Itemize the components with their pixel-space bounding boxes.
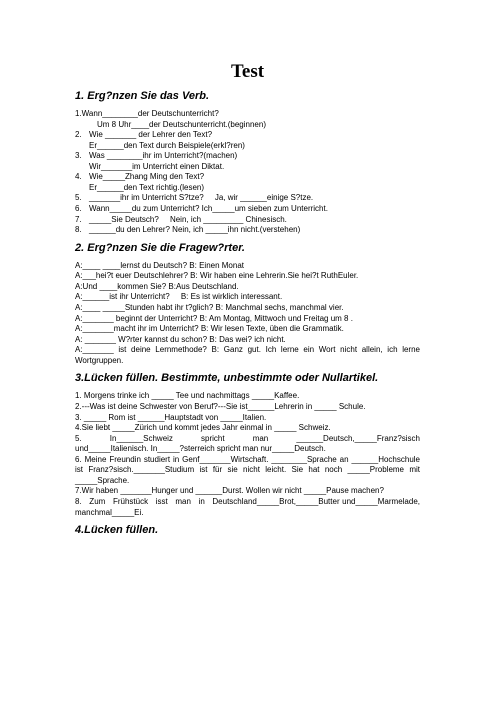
section-heading: 3.Lücken füllen. Bestimmte, unbestimmte oder Nullartikel. xyxy=(75,372,379,385)
exercise-line: A:_______ beginnt der Unterricht? B: Am Montag, Mittwoch und Freitag um 8 . xyxy=(75,313,353,323)
exercise-line: A:____ _____Stunden habt ihr t?glich? B: Manchmal sechs, manchmal vier. xyxy=(75,303,344,313)
item-text: Wie_____Zhang Ming den Text? xyxy=(89,172,205,182)
exercise-line: 8. Zum Frühstück isst man in Deutschland_____Brot,_____Butter und_____Marmelade, manchmal_____Ei. xyxy=(75,496,423,517)
item-text: _______ihr im Unterricht S?tze? Ja, wir ______einige S?tze. xyxy=(89,193,314,203)
exercise-line: A: _______ W?rter kannst du schon? B: Das wei? ich nicht. xyxy=(75,334,286,344)
exercise-line: A:______ist ihr Unterricht? B: Es ist wirklich interessant. xyxy=(75,292,283,302)
exercise-line: 1.Wann________der Deutschunterricht? xyxy=(75,109,219,119)
item-number: 7. xyxy=(75,214,82,224)
page-title: Test xyxy=(230,61,265,82)
exercise-line: Um 8 Uhr____der Deutschunterricht.(beginnen) xyxy=(97,119,266,129)
exercise-item xyxy=(75,215,420,226)
exercise-line: 2.---Was ist deine Schwester von Beruf?---Sie ist______Lehrerin in _____ Schule. xyxy=(75,402,366,412)
section-heading: 2. Erg?nzen Sie die Fragew?rter. xyxy=(75,241,245,254)
item-text: _____Sie Deutsch? Nein, ich _________ Chinesisch. xyxy=(89,214,287,224)
exercise-line: A:_______macht ihr im Unterricht? B: Wir lesen Texte, üben die Grammatik. xyxy=(75,324,344,334)
exercise-section xyxy=(75,241,423,367)
exercise-item xyxy=(75,130,420,141)
exercise-line: A:Und ____kommen Sie? B:Aus Deutschland. xyxy=(75,281,239,291)
exercise-item xyxy=(75,172,420,183)
exercise-line: Er______den Text durch Beispiele(erkl?ren) xyxy=(89,140,245,150)
exercise-line: Wir_______im Unterricht einen Diktat. xyxy=(89,161,225,171)
exercise-item xyxy=(75,151,420,162)
item-text: Wann_____du zum Unterricht? Ich_____um sieben zum Unterricht. xyxy=(89,204,328,213)
exercise-line: 4.Sie liebt _____Zürich und kommt jedes Jahr einmal in _____ Schweiz. xyxy=(75,423,331,433)
exercise-line: 5. In______Schweiz spricht man ______Deutsch,_____Franz?sisch und_____Italienisch. In_____?sterreich spricht man nur_____Deutsch. xyxy=(75,433,423,454)
exercise-line: A:_______ ist deine Lernmethode? B: Ganz gut. Ich lerne ein Wort nicht allein, ich lerne Wortgruppen. xyxy=(75,345,423,365)
exercise-line: A:___hei?t euer Deutschlehrer? B: Wir haben eine Lehrerin.Sie hei?t RuthEuler. xyxy=(75,271,359,281)
exercise-item xyxy=(75,193,420,204)
section-heading: 4.Lücken füllen. xyxy=(75,524,159,537)
exercise-line: Er______den Text richtig.(lesen) xyxy=(89,182,205,192)
exercise-item xyxy=(75,204,420,215)
item-number: 5. xyxy=(75,193,82,203)
document-page xyxy=(75,61,423,543)
section-heading: 1. Erg?nzen Sie das Verb. xyxy=(75,89,210,102)
item-number: 6. xyxy=(75,204,82,213)
exercise-line: 1. Morgens trinke ich _____ Tee und nachmittags _____Kaffee. xyxy=(75,391,300,401)
exercise-line: A:____ ____lernst du Deutsch? B: Einen Monat xyxy=(75,260,244,270)
exercise-section xyxy=(75,524,420,537)
exercise-line: 7.Wir haben _______Hunger und ______Durst. Wollen wir nicht _____Pause machen? xyxy=(75,486,384,496)
item-number: 8. xyxy=(75,225,82,235)
sections xyxy=(75,89,423,537)
item-number: 3. xyxy=(75,151,82,161)
item-text: Was ________ihr im Unterricht?(machen) xyxy=(89,151,238,161)
exercise-line: 6. Meine Freundin studiert in Genf_______Wirtschaft. ________Sprache an ______Hochschule ist Franz?sisch._______Studium ist für sie nicht leicht. Sie hat noch _____Probleme mit _____Sprache. xyxy=(75,454,423,485)
item-text: ______du den Lehrer? Nein, ich _____ihn nicht.(verstehen) xyxy=(89,225,301,235)
item-number: 2. xyxy=(75,130,82,140)
exercise-line: 3. _____ Rom ist ______Hauptstadt von _____Italien. xyxy=(75,412,267,422)
exercise-item xyxy=(75,225,420,236)
exercise-section xyxy=(75,372,423,518)
exercise-section xyxy=(75,90,420,236)
item-number: 4. xyxy=(75,172,82,182)
item-text: Wie _______ der Lehrer den Text? xyxy=(89,130,213,140)
